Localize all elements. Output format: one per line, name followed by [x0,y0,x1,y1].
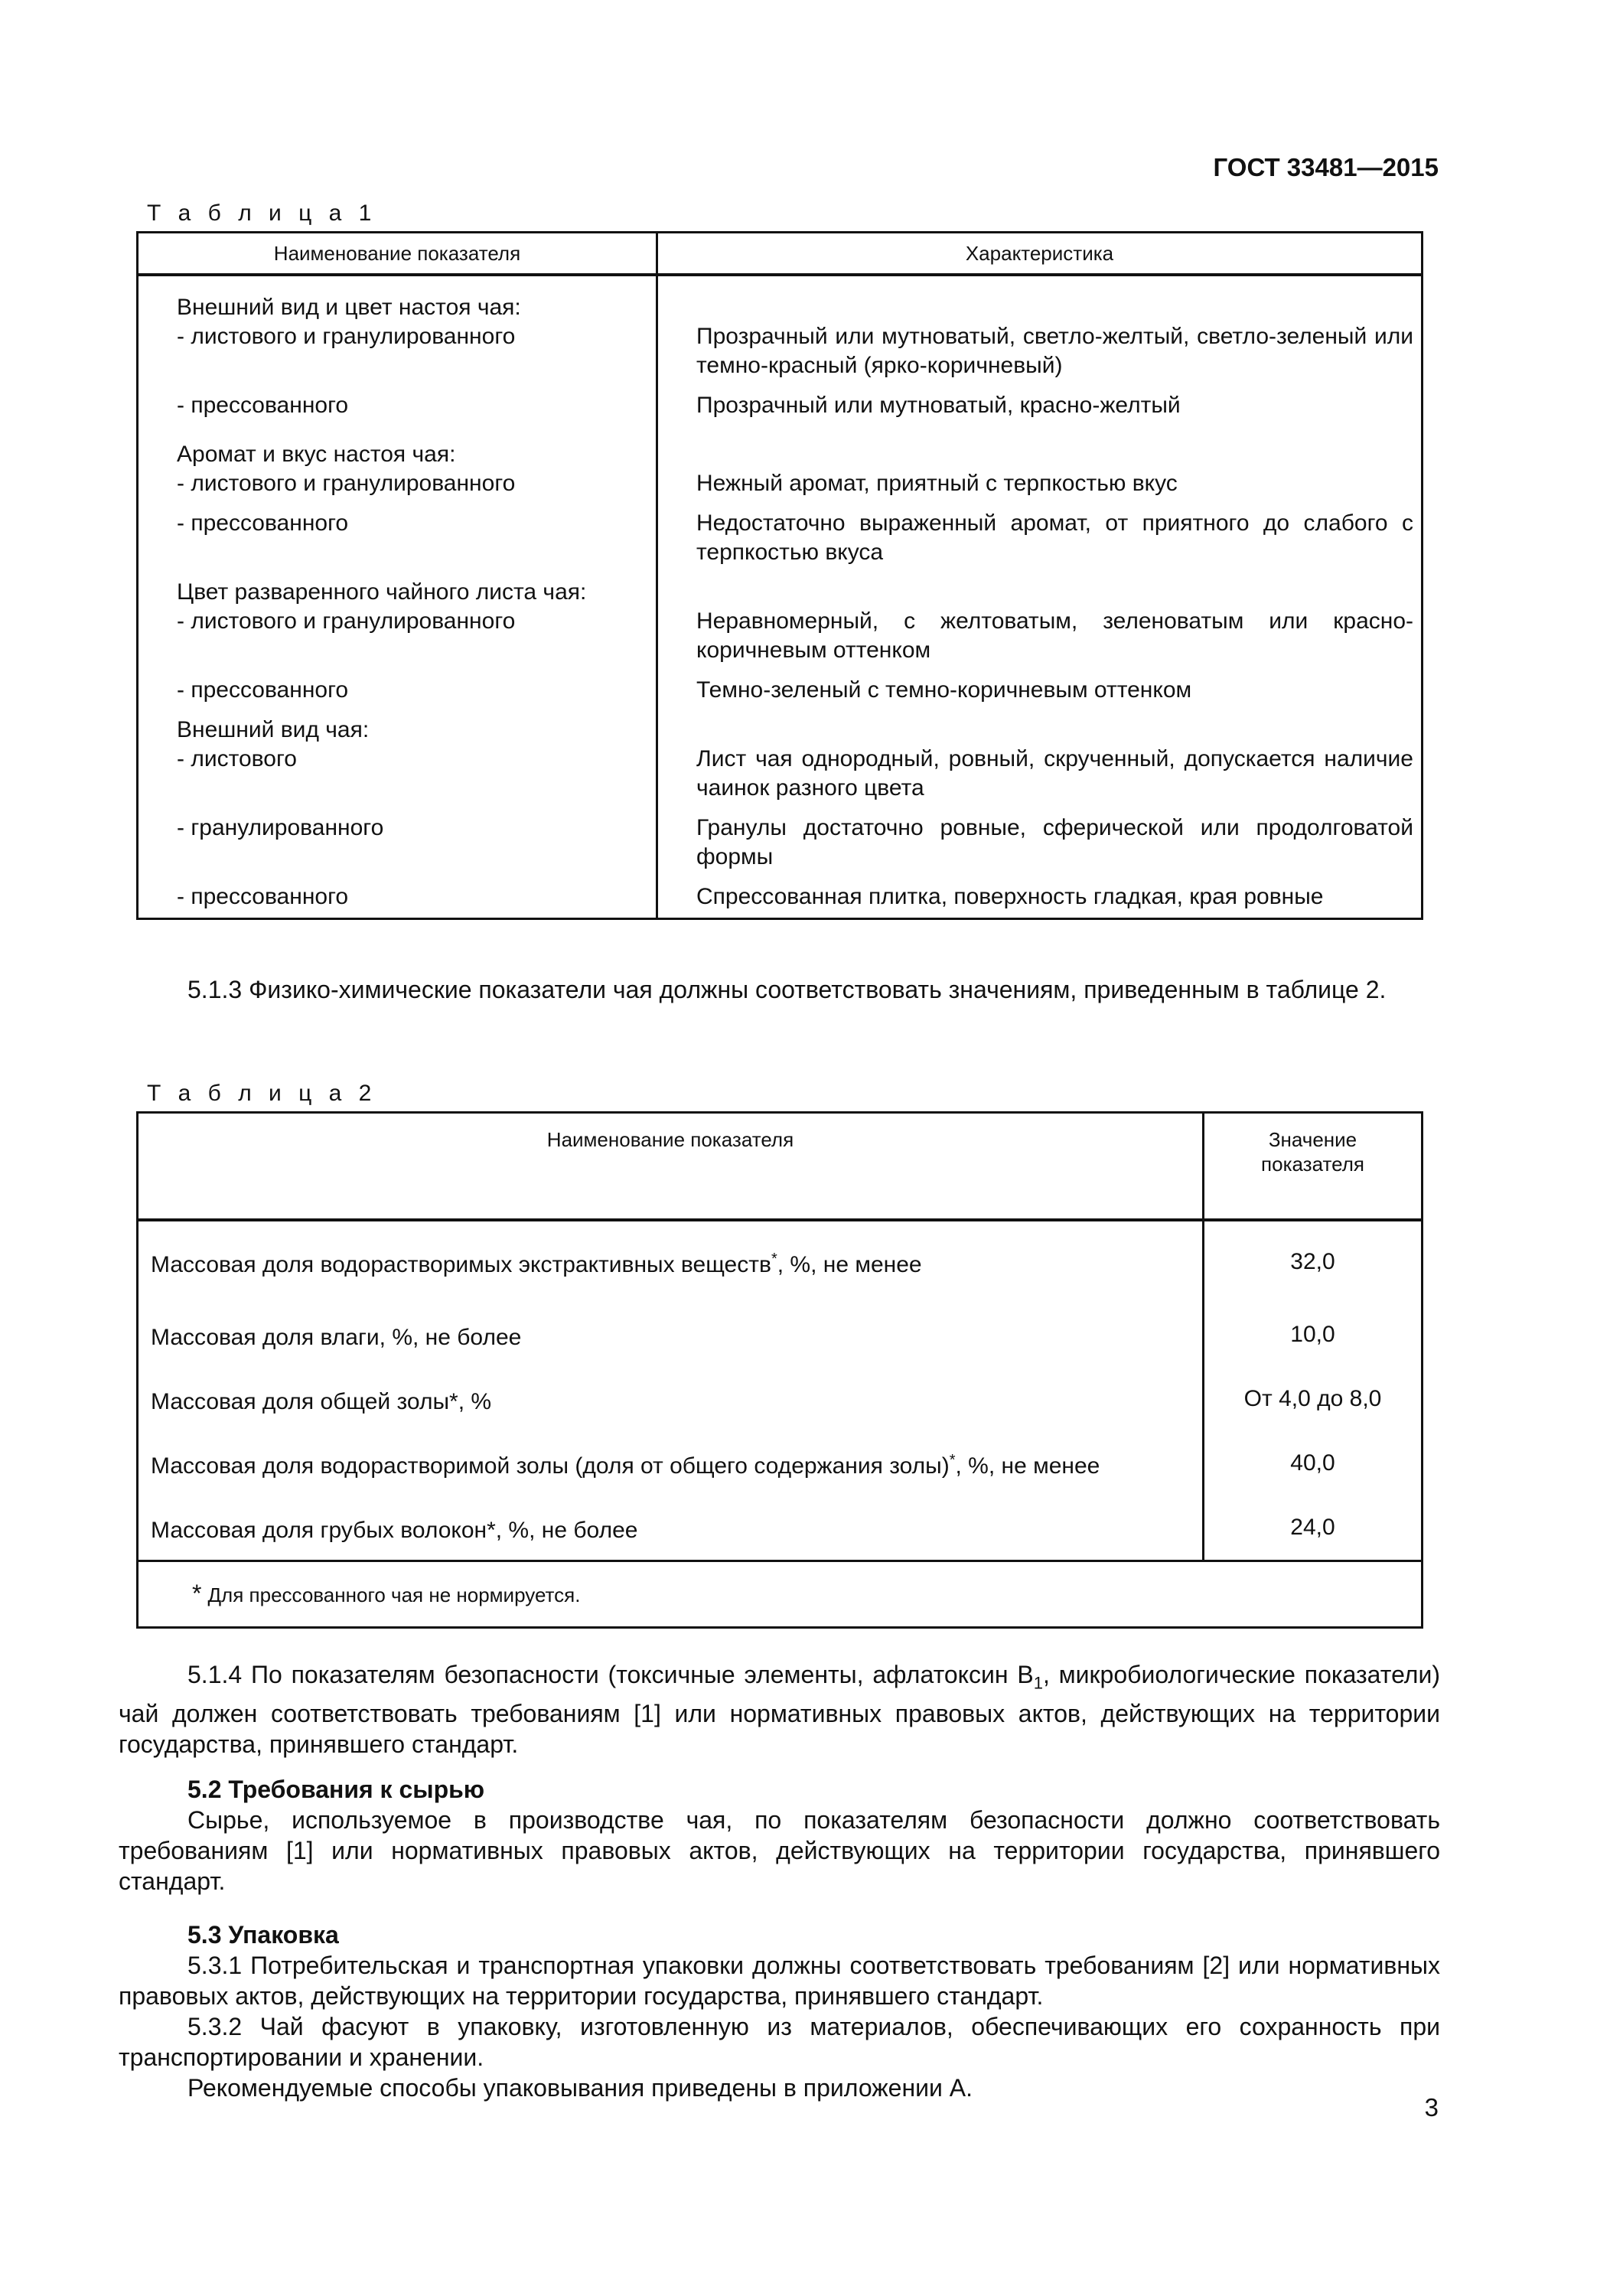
row-name: Массовая доля водорастворимой золы (доля от общего содержания золы)*, %, не менее [151,1451,1100,1479]
table-footnote [138,1561,1423,1627]
table-row [138,420,1423,469]
table2-header-name: Наименование показателя [138,1113,1204,1220]
row-value: Нежный аромат, приятный с терпкостью вкус [657,469,1423,498]
footnote-mark: * [192,1579,202,1607]
row-name: - листового и гранулированного [177,471,516,496]
table-row [138,275,1423,322]
table-row [138,705,1423,745]
table1-header-name: Наименование показателя [138,233,657,276]
row-name: Внешний вид чая: [177,717,370,742]
table-row [138,803,1423,872]
row-name: Массовая доля грубых волокон*, %, не более [151,1517,638,1543]
row-value: Неравномерный, с желтоватым, зеленоватым или красно-коричневым оттенком [657,607,1423,665]
row-name: - гранулированного [177,815,384,840]
paragraph-5-1-3: 5.1.3 Физико-химические показатели чая должны соответствовать значениям, приведенным в таблице 2. [187,976,1387,1003]
row-value: Прозрачный или мутноватый, светло-желтый, светло-зеленый или темно-красный (ярко-коричневый) [657,322,1423,380]
row-name: Цвет разваренного чайного листа чая: [177,579,587,605]
row-value: Недостаточно выраженный аромат, от приятного до слабого с терпкостью вкуса [657,498,1423,567]
paragraph-5-3-1: 5.3.1 Потребительская и транспортная упаковки должны соответствовать требованиям [2] или нормативных правовых актов, действующих на территории государства, принявшего стандарт. [119,1952,1440,2010]
table2-header-value [1204,1113,1423,1220]
row-value: Спрессованная плитка, поверхность гладкая, края ровные [657,872,1423,919]
footnote-text: Для прессованного чая не нормируется. [207,1583,581,1606]
row-value [657,567,1423,607]
paragraph-5-1-4: 5.1.4 По показателям безопасности (токсичные элементы, афлатоксин $В_1$, микробиологические показатели) чай должен соответствовать требованиям [1] или нормативных правовых актов, действующих на территории государства, принявшего стандарт. [119,1661,1441,1759]
section-5-2-text: Сырье, используемое в производстве чая, по показателям безопасности должно соответствовать требованиям [1] или нормативных правовых актов, действующих на территории государства, принявшего стандарт. [119,1806,1440,1895]
table-row [138,567,1423,607]
table-row [138,607,1423,665]
table1-header-characteristic: Характеристика [657,233,1423,276]
section-5-2-heading: 5.2 Требования к сырью [187,1776,485,1803]
row-value: Гранулы достаточно ровные, сферической или продолговатой формы [657,803,1423,872]
row-value [657,275,1423,322]
table-2 [136,1111,1423,1629]
table-row [138,1367,1423,1431]
table2-caption: Т а б л и ц а 2 [147,1081,377,1106]
row-name: Внешний вид и цвет настоя чая: [177,295,521,320]
row-value: От 4,0 до 8,0 [1204,1367,1423,1431]
row-value: Темно-зеленый с темно-коричневым оттенком [657,665,1423,705]
row-name: - прессованного [177,510,349,536]
row-value: Прозрачный или мутноватый, красно-желтый [657,380,1423,420]
table-1 [136,231,1423,920]
table-footnote-row [138,1561,1423,1627]
table-row [138,745,1423,803]
row-value [657,705,1423,745]
table-row [138,1431,1423,1495]
row-value: 40,0 [1204,1431,1423,1495]
row-name: - прессованного [177,884,349,909]
row-name: - листового и гранулированного [177,608,516,634]
header-value-line1: Значение [1268,1128,1357,1151]
standard-number: ГОСТ 33481—2015 [1213,153,1439,181]
table-row [138,872,1423,919]
row-name: Массовая доля водорастворимых экстрактивных веществ*, %, не менее [151,1250,922,1277]
table-row [138,1220,1423,1303]
row-value: 10,0 [1204,1303,1423,1367]
table-row [138,1303,1423,1367]
table1-caption: Т а б л и ц а 1 [147,201,377,226]
row-name: Аромат и вкус настоя чая: [177,442,456,467]
header-value-line2: показателя [1261,1153,1364,1176]
row-name: - листового и гранулированного [177,324,516,349]
section-5-3-heading: 5.3 Упаковка [187,1921,339,1949]
row-value: 32,0 [1204,1220,1423,1303]
table-row [138,1495,1423,1561]
row-value: 24,0 [1204,1495,1423,1561]
row-name: - листового [177,746,297,771]
row-value [657,420,1423,469]
table-row [138,380,1423,420]
row-name: - прессованного [177,677,349,703]
paragraph-5-3-3: Рекомендуемые способы упаковывания приведены в приложении А. [187,2074,973,2102]
page-number: 3 [1424,2093,1439,2122]
table-row [138,498,1423,567]
row-value: Лист чая однородный, ровный, скрученный, допускается наличие чаинок разного цвета [657,745,1423,803]
row-name: Массовая доля общей золы*, % [151,1388,492,1414]
row-name: - прессованного [177,393,349,418]
table-row [138,322,1423,380]
table-row [138,665,1423,705]
paragraph-5-3-2: 5.3.2 Чай фасуют в упаковку, изготовленную из материалов, обеспечивающих его сохранность при транспортировании и хранении. [119,2013,1440,2071]
row-name: Массовая доля влаги, %, не более [151,1324,522,1350]
table-row [138,469,1423,498]
